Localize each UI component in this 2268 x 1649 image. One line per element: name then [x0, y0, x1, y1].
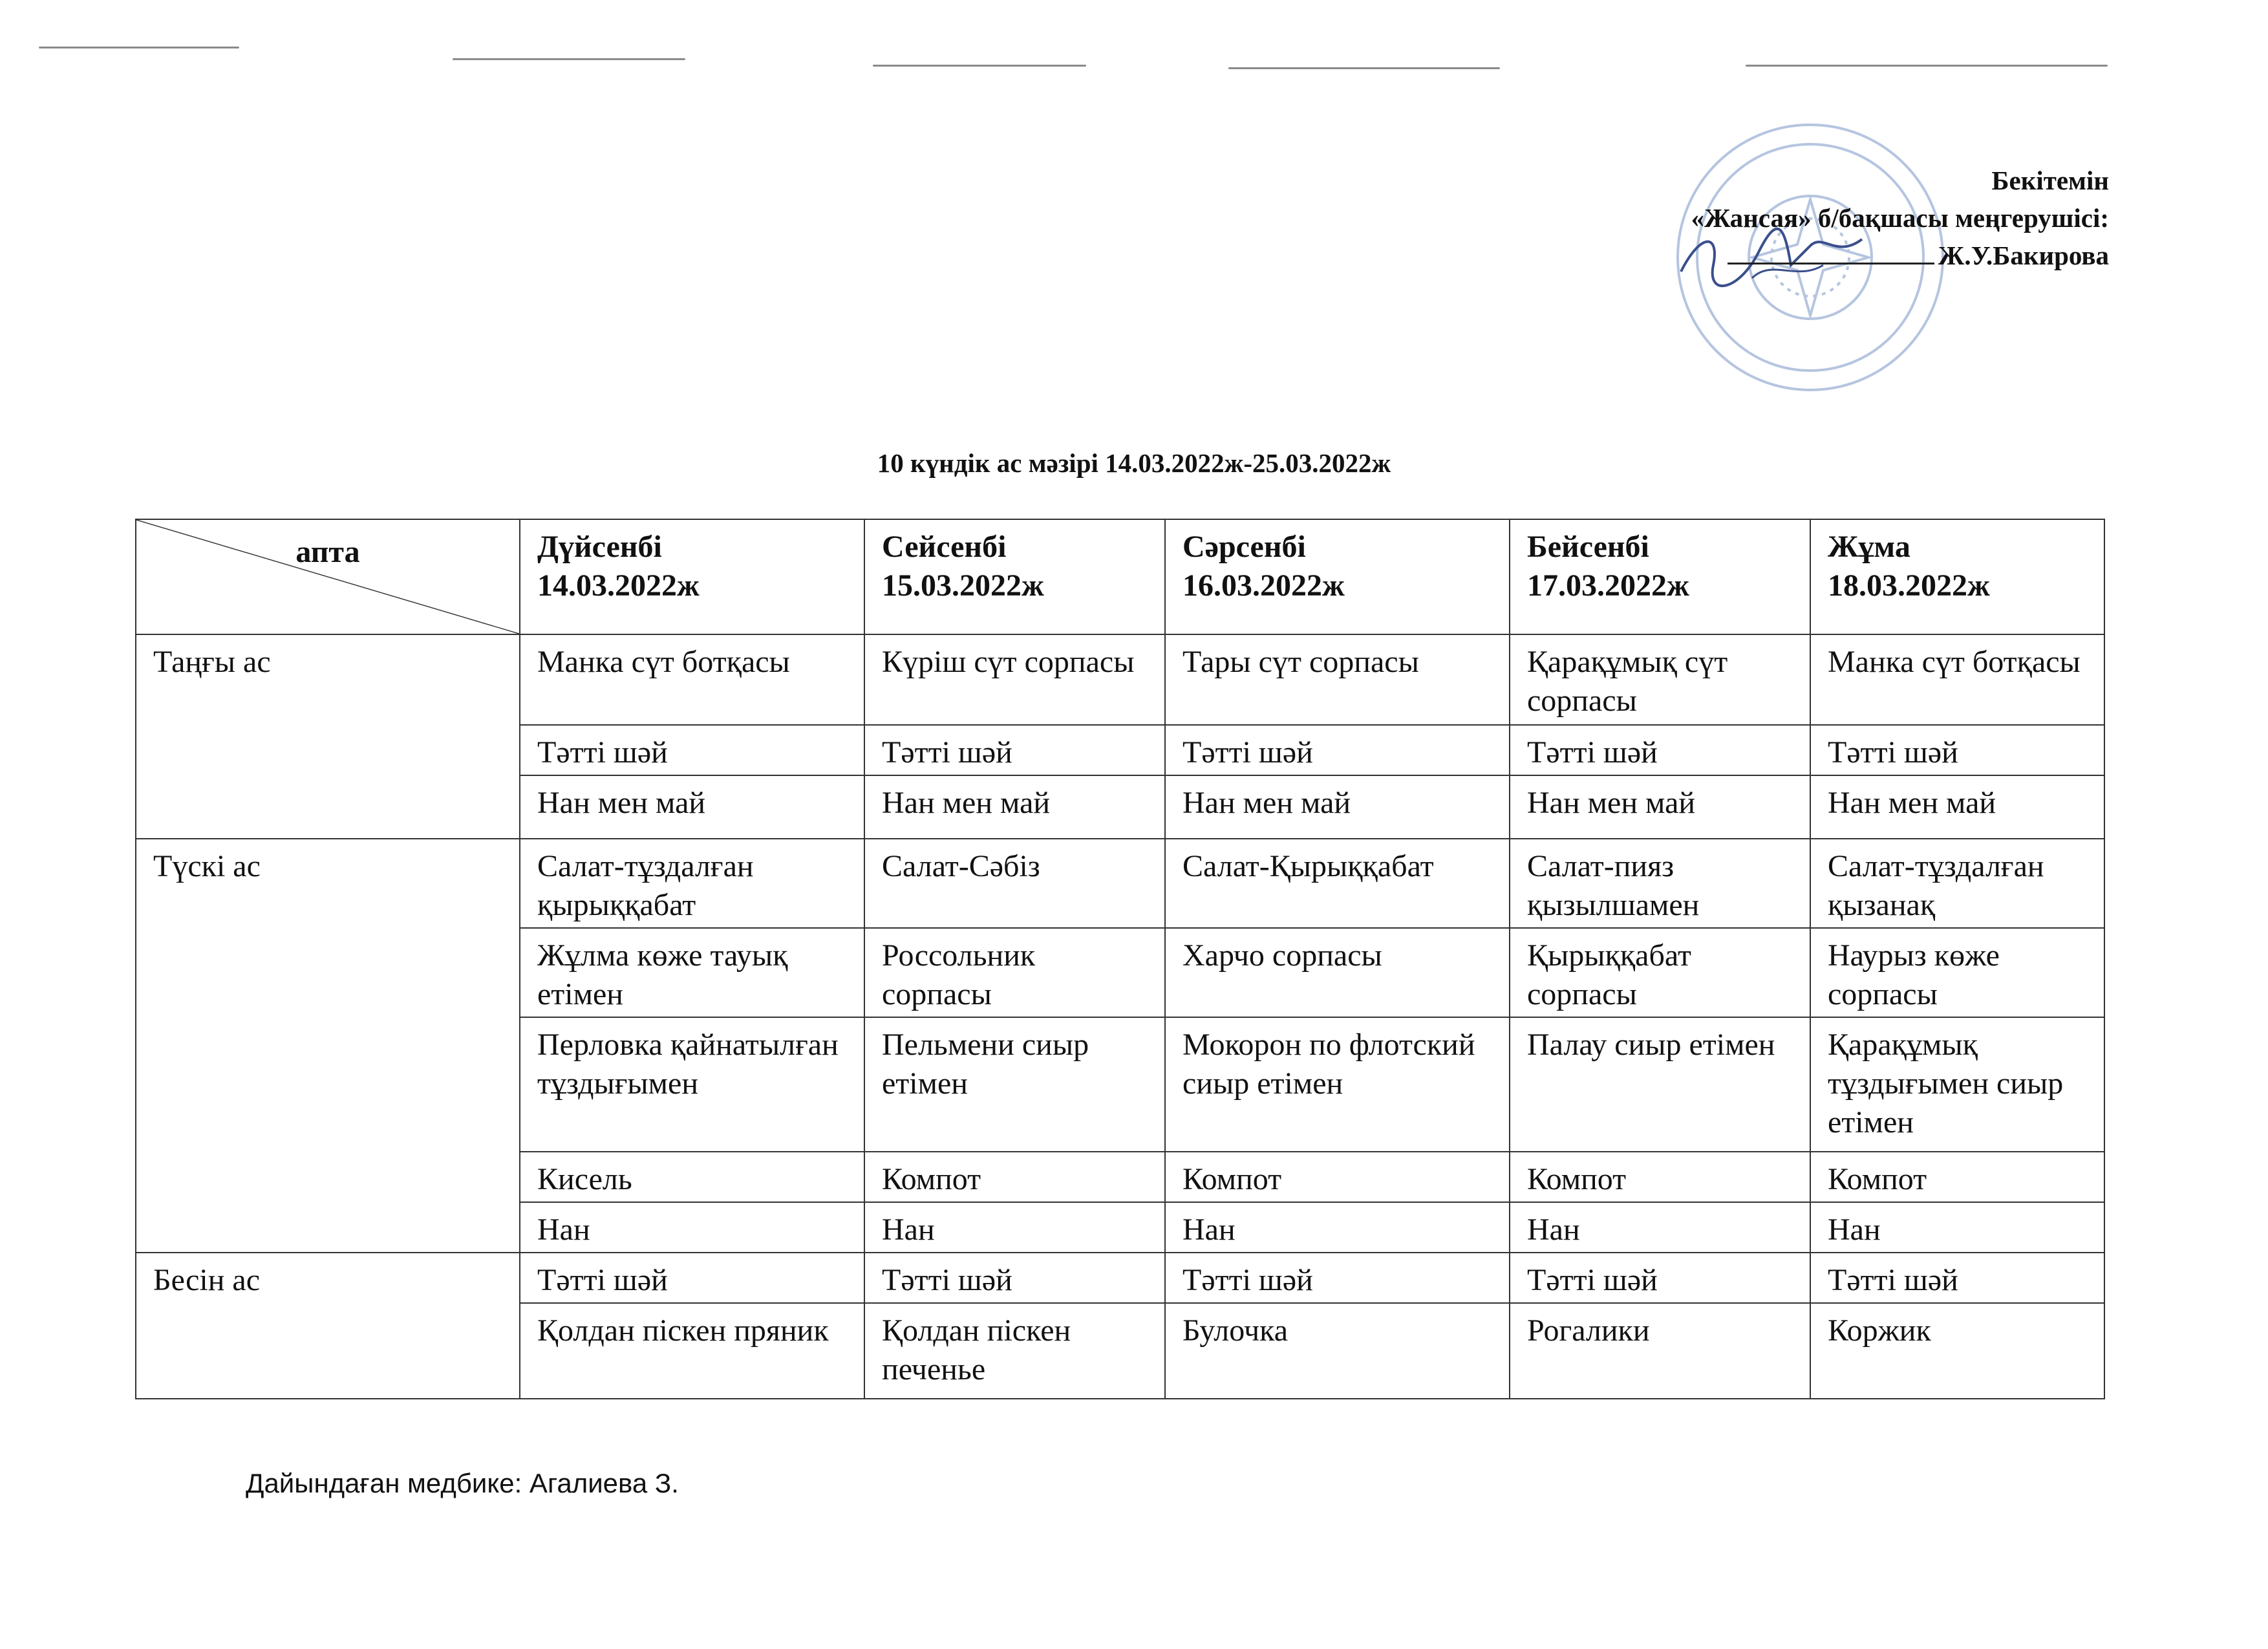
approval-line-1: Бекітемін	[1991, 166, 2109, 195]
menu-cell: Палау сиыр етімен	[1510, 1017, 1810, 1152]
menu-cell: Манка сүт ботқасы	[1810, 634, 2104, 725]
meal-afternoon-snack: Бесін ас	[136, 1253, 520, 1399]
day-header	[864, 519, 1165, 634]
menu-cell: Тәтті шәй	[1165, 725, 1510, 775]
menu-cell: Қарақұмық сүт сорпасы	[1510, 634, 1810, 725]
menu-cell: Компот	[864, 1152, 1165, 1202]
menu-cell: Нан	[1810, 1202, 2104, 1253]
day-header	[1165, 519, 1510, 634]
menu-cell: Нан	[1510, 1202, 1810, 1253]
scan-mark	[1228, 67, 1500, 69]
day-date: 18.03.2022ж	[1828, 568, 1990, 603]
menu-cell: Қарақұмық тұздығымен сиыр етімен	[1810, 1017, 2104, 1152]
meal-lunch: Түскі ас	[136, 839, 520, 1253]
meal-breakfast: Таңғы ас	[136, 634, 520, 839]
day-date: 16.03.2022ж	[1182, 568, 1345, 603]
scan-mark	[873, 65, 1086, 67]
menu-cell: Тәтті шәй	[520, 725, 864, 775]
menu-cell: Тәтті шәй	[864, 725, 1165, 775]
menu-cell: Нан мен май	[1810, 775, 2104, 839]
day-name: Жұма	[1828, 530, 1910, 564]
menu-cell: Нан	[520, 1202, 864, 1253]
approval-block	[1691, 162, 2109, 274]
table-row	[136, 839, 2104, 928]
menu-cell: Қолдан піскен печенье	[864, 1303, 1165, 1399]
menu-cell: Қырыққабат сорпасы	[1510, 928, 1810, 1017]
menu-cell: Нан мен май	[864, 775, 1165, 839]
day-date: 14.03.2022ж	[537, 568, 700, 603]
day-date: 17.03.2022ж	[1527, 568, 1689, 603]
table-row	[136, 634, 2104, 725]
menu-cell: Компот	[1165, 1152, 1510, 1202]
day-header	[520, 519, 864, 634]
menu-cell: Тәтті шәй	[1810, 1253, 2104, 1303]
signature-line	[1728, 239, 1934, 264]
day-name: Сейсенбі	[882, 530, 1007, 564]
table-row	[136, 1253, 2104, 1303]
menu-cell: Қолдан піскен пряник	[520, 1303, 864, 1399]
menu-cell: Күріш сүт сорпасы	[864, 634, 1165, 725]
menu-cell: Нан	[864, 1202, 1165, 1253]
menu-table	[135, 519, 2105, 1399]
day-name: Дүйсенбі	[537, 530, 662, 564]
menu-cell: Россольник сорпасы	[864, 928, 1165, 1017]
menu-cell: Тәтті шәй	[1510, 725, 1810, 775]
menu-cell: Салат-тұздалған қызанақ	[1810, 839, 2104, 928]
scan-mark	[1746, 65, 2108, 67]
menu-cell: Манка сүт ботқасы	[520, 634, 864, 725]
document-title: 10 күндік ас мәзірі 14.03.2022ж-25.03.2022ж	[877, 448, 1391, 478]
day-header	[1510, 519, 1810, 634]
prepared-by: Дайындаған медбике: Агалиева З.	[246, 1468, 679, 1498]
menu-cell: Нан мен май	[1165, 775, 1510, 839]
menu-cell: Коржик	[1810, 1303, 2104, 1399]
menu-cell: Нан мен май	[1510, 775, 1810, 839]
menu-cell: Тәтті шәй	[1810, 725, 2104, 775]
menu-cell: Перловка қайнатылған тұздығымен	[520, 1017, 864, 1152]
approval-line-3	[1691, 237, 2109, 274]
week-label: апта	[295, 535, 360, 569]
menu-cell: Салат-пияз қызылшамен	[1510, 839, 1810, 928]
day-name: Бейсенбі	[1527, 530, 1649, 564]
menu-cell: Тәтті шәй	[1165, 1253, 1510, 1303]
menu-cell: Рогалики	[1510, 1303, 1810, 1399]
menu-cell: Тәтті шәй	[1510, 1253, 1810, 1303]
menu-cell: Жұлма көже тауық етімен	[520, 928, 864, 1017]
day-date: 15.03.2022ж	[882, 568, 1044, 603]
day-header	[1810, 519, 2104, 634]
menu-cell: Нан	[1165, 1202, 1510, 1253]
corner-cell	[136, 519, 520, 634]
menu-cell: Салат-Сәбіз	[864, 839, 1165, 928]
header-row	[136, 519, 2104, 634]
menu-cell: Нан мен май	[520, 775, 864, 839]
menu-cell: Салат-Қырыққабат	[1165, 839, 1510, 928]
menu-cell: Наурыз көже сорпасы	[1810, 928, 2104, 1017]
approval-line-2: «Жансая» б/бақшасы меңгерушісі:	[1691, 203, 2109, 233]
menu-cell: Булочка	[1165, 1303, 1510, 1399]
menu-cell: Кисель	[520, 1152, 864, 1202]
menu-cell: Тәтті шәй	[864, 1253, 1165, 1303]
scan-mark	[39, 47, 239, 48]
menu-cell: Салат-тұздалған қырыққабат	[520, 839, 864, 928]
menu-cell: Тәтті шәй	[520, 1253, 864, 1303]
menu-cell: Компот	[1510, 1152, 1810, 1202]
scan-mark	[453, 58, 685, 60]
director-name: Ж.У.Бакирова	[1938, 241, 2109, 270]
day-name: Сәрсенбі	[1182, 530, 1306, 564]
menu-cell: Компот	[1810, 1152, 2104, 1202]
menu-cell: Пельмени сиыр етімен	[864, 1017, 1165, 1152]
menu-cell: Мокорон по флотский сиыр етімен	[1165, 1017, 1510, 1152]
menu-cell: Тары сүт сорпасы	[1165, 634, 1510, 725]
menu-cell: Харчо сорпасы	[1165, 928, 1510, 1017]
